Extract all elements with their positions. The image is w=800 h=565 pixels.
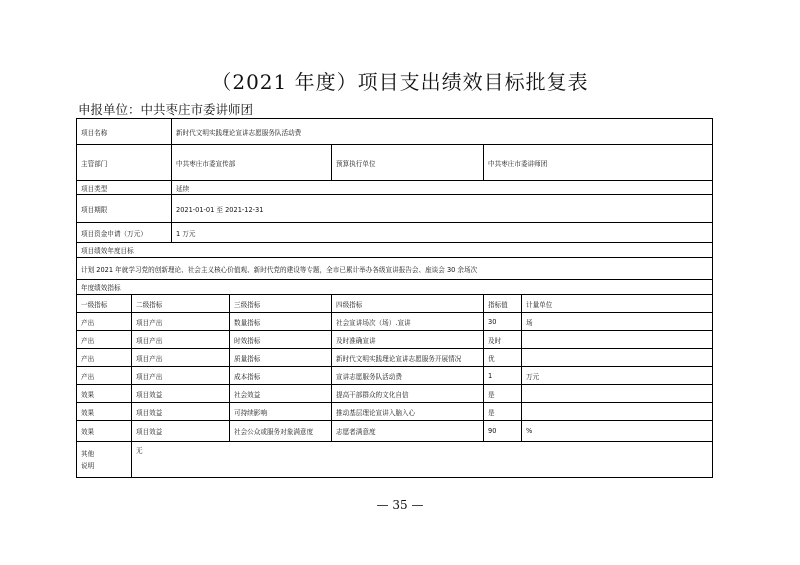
indicator-level3-cell: 社会公众或服务对象满意度 xyxy=(230,421,332,442)
row-indicators-label xyxy=(77,280,713,295)
indicator-unit-cell xyxy=(522,331,713,349)
indicator-row xyxy=(77,403,713,421)
indicator-row xyxy=(77,313,713,331)
indicator-level3-cell: 可持续影响 xyxy=(230,403,332,421)
other-notes-label xyxy=(77,442,132,478)
indicator-level3-cell: 时效指标 xyxy=(230,331,332,349)
indicator-value-cell: 1 xyxy=(484,367,522,385)
indicator-row xyxy=(77,421,713,442)
row-annual-goal-label xyxy=(77,243,713,258)
indicator-level4-cell: 志愿者满意度 xyxy=(332,421,484,442)
row-other-notes xyxy=(77,442,713,478)
indicator-level2-cell: 项目产出 xyxy=(132,367,230,385)
type-label: 项目类型 xyxy=(77,181,172,195)
other-notes-value: 无 xyxy=(132,442,713,478)
exec-unit-value: 中共枣庄市委讲师团 xyxy=(484,145,713,181)
exec-unit-label: 预算执行单位 xyxy=(332,145,484,181)
indicator-unit-cell: 万元 xyxy=(522,367,713,385)
row-project-period xyxy=(77,195,713,223)
project-name-value: 新时代文明实践理论宣讲志愿服务队活动费 xyxy=(172,119,713,145)
indicator-level4-cell: 提高干部群众的文化自信 xyxy=(332,385,484,403)
indicator-value-cell: 及时 xyxy=(484,331,522,349)
row-project-type xyxy=(77,181,713,195)
other-notes-label-line2: 说明 xyxy=(81,461,95,470)
header-value: 指标值 xyxy=(484,295,522,313)
funds-label: 项目资金申请（万元） xyxy=(77,223,172,243)
indicator-level4-cell: 推动基层理论宣讲入脑入心 xyxy=(332,403,484,421)
indicator-unit-cell xyxy=(522,403,713,421)
row-project-funds xyxy=(77,223,713,243)
indicator-row xyxy=(77,385,713,403)
indicator-header-row xyxy=(77,295,713,313)
indicator-level1-cell: 效果 xyxy=(77,403,132,421)
row-project-name xyxy=(77,119,713,145)
header-level1: 一级指标 xyxy=(77,295,132,313)
indicator-level1-cell: 产出 xyxy=(77,367,132,385)
row-department xyxy=(77,145,713,181)
header-level3: 三级指标 xyxy=(230,295,332,313)
indicator-value-cell: 是 xyxy=(484,385,522,403)
page-title: （2021 年度）项目支出绩效目标批复表 xyxy=(211,70,589,94)
header-unit: 计量单位 xyxy=(522,295,713,313)
project-name-label: 项目名称 xyxy=(77,119,172,145)
indicator-level1-cell: 产出 xyxy=(77,331,132,349)
annual-goal-label: 项目绩效年度目标 xyxy=(77,243,713,258)
indicator-level1-cell: 效果 xyxy=(77,421,132,442)
other-notes-label-line1: 其他 xyxy=(81,449,95,458)
indicator-unit-cell: 场 xyxy=(522,313,713,331)
indicator-unit-cell xyxy=(522,385,713,403)
indicator-value-cell: 是 xyxy=(484,403,522,421)
indicator-level1-cell: 效果 xyxy=(77,385,132,403)
indicator-level2-cell: 项目产出 xyxy=(132,331,230,349)
indicator-level3-cell: 社会效益 xyxy=(230,385,332,403)
indicator-row xyxy=(77,349,713,367)
approval-table-body xyxy=(77,119,713,478)
indicator-level1-cell: 产出 xyxy=(77,313,132,331)
indicator-level4-cell: 社会宣讲场次（场）.宣讲 xyxy=(332,313,484,331)
indicator-level1-cell: 产出 xyxy=(77,349,132,367)
indicator-unit-cell: % xyxy=(522,421,713,442)
indicator-value-cell: 90 xyxy=(484,421,522,442)
approval-table xyxy=(76,118,713,478)
row-annual-goal xyxy=(77,258,713,280)
indicator-level3-cell: 质量指标 xyxy=(230,349,332,367)
indicator-level3-cell: 成本指标 xyxy=(230,367,332,385)
type-value: 延续 xyxy=(172,181,713,195)
page-number: — 35 — xyxy=(376,498,424,512)
indicator-row xyxy=(77,367,713,385)
indicator-row xyxy=(77,331,713,349)
indicator-level4-cell: 新时代文明实践理论宣讲志愿服务开展情况 xyxy=(332,349,484,367)
indicator-level3-cell: 数量指标 xyxy=(230,313,332,331)
reporting-unit: 申报单位：中共枣庄市委讲师团 xyxy=(78,102,254,117)
header-level4: 四级指标 xyxy=(332,295,484,313)
dept-value: 中共枣庄市委宣传部 xyxy=(172,145,332,181)
indicator-unit-cell xyxy=(522,349,713,367)
indicator-level4-cell: 宣讲志愿服务队活动费 xyxy=(332,367,484,385)
indicator-level2-cell: 项目产出 xyxy=(132,349,230,367)
annual-goal-value: 计划 2021 年就学习党的创新理论、社会主义核心价值观、新时代党的建设等专题，全市已累计举办各级宣讲报告会、座谈会 30 余场次 xyxy=(77,258,713,280)
indicator-value-cell: 优 xyxy=(484,349,522,367)
indicator-level4-cell: 及时准确宣讲 xyxy=(332,331,484,349)
indicators-label: 年度绩效指标 xyxy=(77,280,713,295)
period-value: 2021-01-01 至 2021-12-31 xyxy=(172,195,713,223)
header-level2: 二级指标 xyxy=(132,295,230,313)
funds-value: 1 万元 xyxy=(172,223,713,243)
indicator-level2-cell: 项目效益 xyxy=(132,403,230,421)
indicator-level2-cell: 项目效益 xyxy=(132,385,230,403)
indicator-level2-cell: 项目产出 xyxy=(132,313,230,331)
dept-label: 主管部门 xyxy=(77,145,172,181)
period-label: 项目期限 xyxy=(77,195,172,223)
indicator-value-cell: 30 xyxy=(484,313,522,331)
indicator-level2-cell: 项目效益 xyxy=(132,421,230,442)
